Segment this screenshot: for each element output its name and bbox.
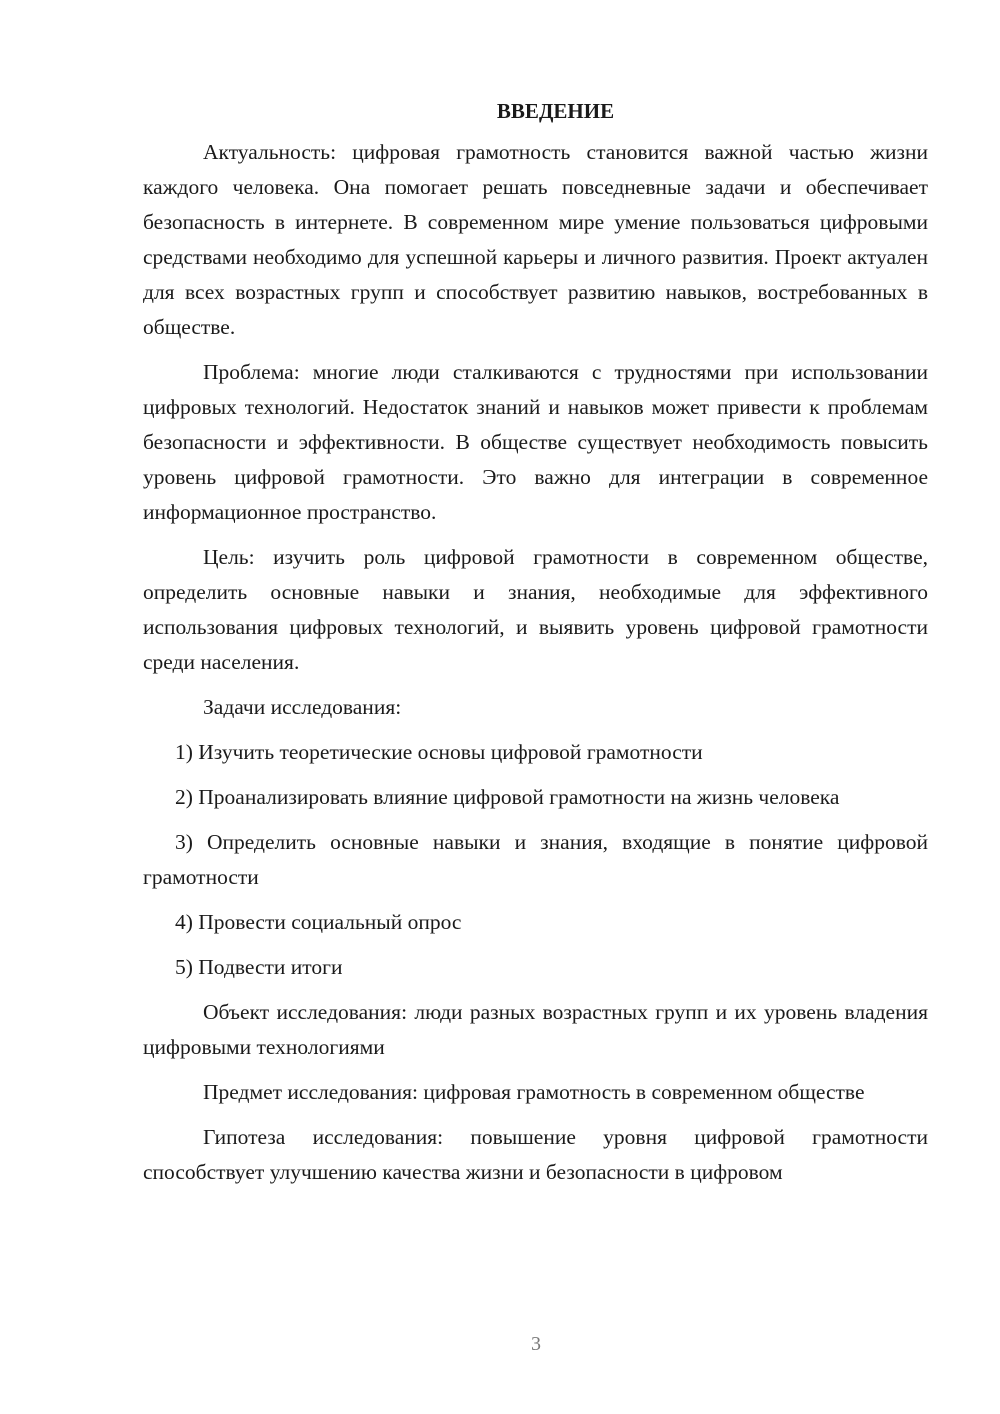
task-item-2: 2) Проанализировать влияние цифровой грамотности на жизнь человека	[175, 785, 840, 809]
task-item-5: 5) Подвести итоги	[175, 955, 343, 979]
page-number: 3	[531, 1333, 541, 1355]
page-content	[143, 96, 928, 1200]
hypothesis-paragraph: Гипотеза исследования: повышение уровня цифровой грамотности способствует улучшению качества жизни и безопасности в цифровом	[143, 1125, 928, 1184]
task-item-1: 1) Изучить теоретические основы цифровой грамотности	[175, 740, 703, 764]
relevance-paragraph: Актуальность: цифровая грамотность становится важной частью жизни каждого человека. Она помогает решать повседневные задачи и обеспечивает безопасность в интернете. В современном мире умение пользоваться цифровыми средствами необходимо для успешной карьеры и личного развития. Проект актуален для всех возрастных групп и способствует развитию навыков, востребованных в обществе.	[143, 140, 928, 339]
page-title: ВВЕДЕНИЕ	[496, 99, 615, 123]
problem-paragraph: Проблема: многие люди сталкиваются с трудностями при использовании цифровых технологий. Недостаток знаний и навыков может привести к проблемам безопасности и эффективности. В обществе существует необходимость повысить уровень цифровой грамотности. Это важно для интеграции в современное информационное пространство.	[143, 360, 928, 524]
task-item-3: 3) Определить основные навыки и знания, входящие в понятие цифровой грамотности	[143, 830, 928, 889]
goal-paragraph: Цель: изучить роль цифровой грамотности в современном обществе, определить основные навыки и знания, необходимые для эффективного использования цифровых технологий, и выявить уровень цифровой грамотности среди населения.	[143, 545, 928, 674]
object-paragraph: Объект исследования: люди разных возрастных групп и их уровень владения цифровыми технологиями	[143, 1000, 928, 1059]
task-item-4: 4) Провести социальный опрос	[175, 910, 462, 934]
tasks-heading: Задачи исследования:	[203, 695, 402, 719]
subject-paragraph: Предмет исследования: цифровая грамотность в современном обществе	[203, 1080, 865, 1104]
